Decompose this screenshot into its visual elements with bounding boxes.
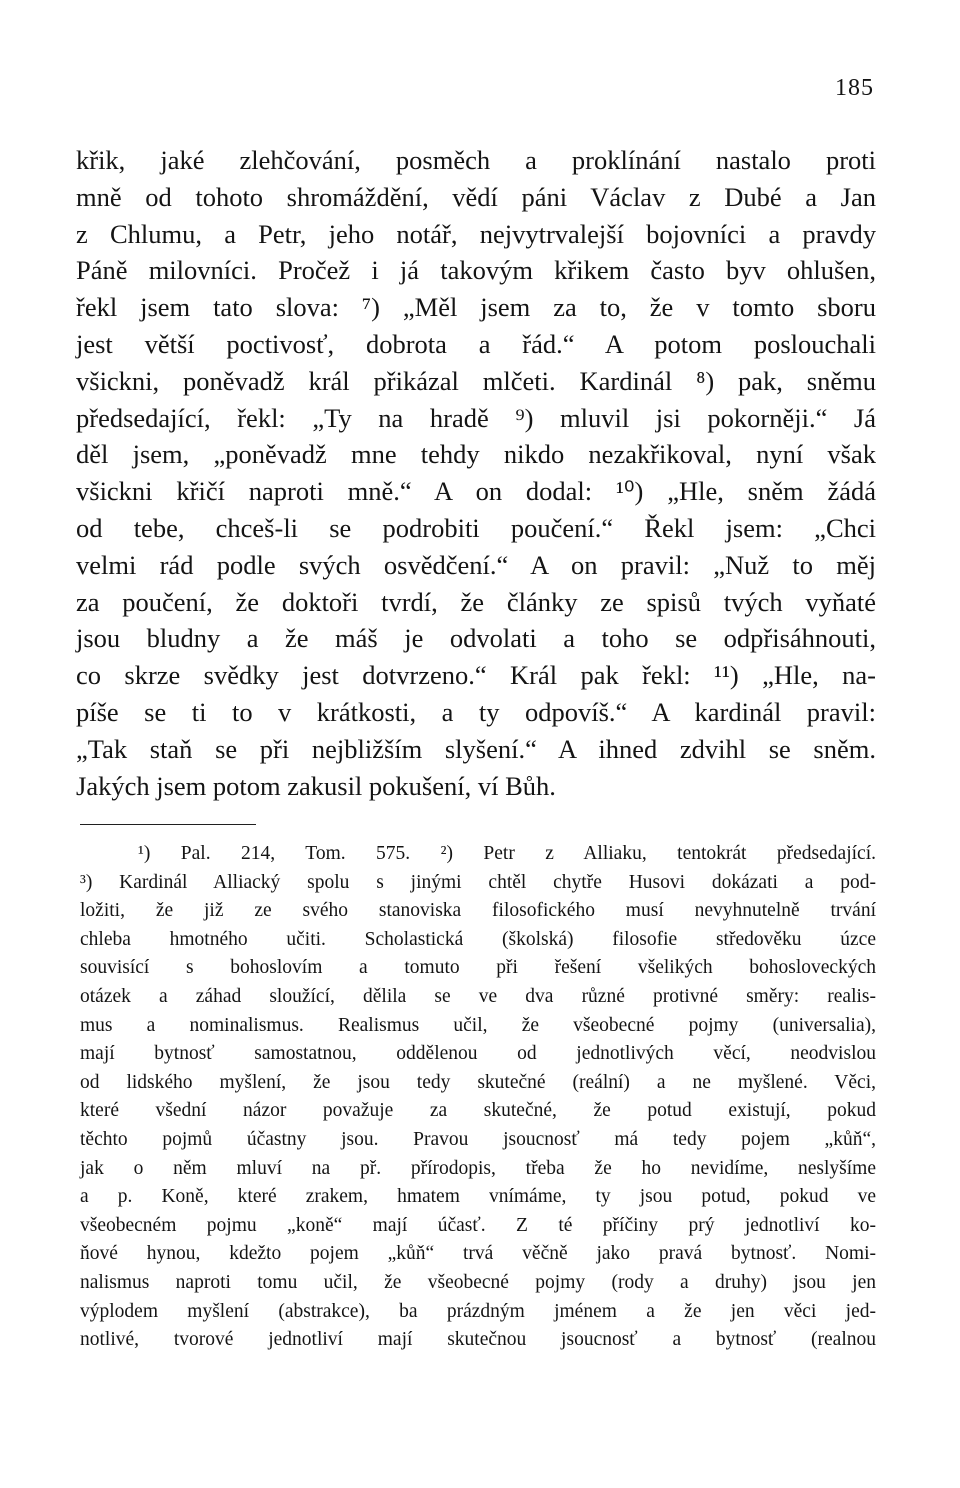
footnote-line: mají bytnosť samostatnou, oddělenou od jednotlivých věcí, neodvislou — [80, 1043, 876, 1065]
body-line: „Tak staň se při nejbližším slyšení.“ A ihned zdvihl se sněm. — [76, 733, 876, 764]
body-text — [76, 142, 876, 804]
footnote-line: otázek a záhad sloužící, dělila se ve dva různé protivné směry: realis- — [80, 985, 876, 1007]
footnote-line: jak o něm mluví na př. přírodopis, třeba že ho nevidíme, neslyšíme — [80, 1157, 876, 1179]
body-line: Jakých jsem potom zakusil pokušení, ví Bůh. — [76, 770, 556, 801]
footnote-line: výplodem myšlení (abstrakce), ba prázdným jménem a že jen věci jed- — [80, 1300, 876, 1322]
body-line: řekl jsem tato slova: ⁷) „Měl jsem za to, že v tomto sboru — [76, 292, 876, 323]
footnote-line: ¹) Pal. 214, Tom. 575. ²) Petr z Alliaku, tentokrát předsedající. — [138, 843, 876, 864]
footnote-line: chleba hmotného učiti. Scholastická (školská) filosofie středověku úzce — [80, 928, 876, 950]
footnote-line: všeobecném pojmu „koně“ mají účasť. Z té příčiny prý jednotliví ko- — [80, 1214, 876, 1236]
body-line: velmi rád podle svých osvědčení.“ A on pravil: „Nuž to měj — [76, 549, 876, 580]
footnote-line: těchto pojmů účastny jsou. Pravou jsoucnosť má tedy pojem „kůň“, — [80, 1128, 876, 1150]
body-line: předsedající, řekl: „Ty na hradě ⁹) mluvil jsi pokorněji.“ Já — [76, 402, 876, 433]
footnote-line: a p. Koně, které zrakem, hmatem vnímáme, ty jsou potud, pokud ve — [80, 1186, 876, 1208]
body-line: všickni křičí naproti mně.“ A on dodal: ¹⁰) „Hle, sněm žádá — [76, 476, 876, 507]
body-line: všickni, poněvadž král přikázal mlčeti. Kardinál ⁸) pak, sněmu — [76, 365, 876, 396]
footnotes — [80, 840, 876, 1355]
footnote-line: ³) Kardinál Alliacký spolu s jinými chtěl chytře Husovi dokázati a pod- — [80, 871, 876, 893]
body-line: jsou bludny a že máš je odvolati a toho se odpřisáhnouti, — [76, 623, 876, 654]
body-line: z Chlumu, a Petr, jeho notář, nejvytrvalejší bojovníci a pravdy — [76, 218, 876, 249]
body-line: píše se ti to v krátkosti, a ty odpovíš.“ A kardinál pravil: — [76, 696, 876, 727]
footnote-line: které všední názor považuje za skutečné, že potud existují, pokud — [80, 1100, 876, 1122]
body-line: od tebe, chceš-li se podrobiti poučení.“ Řekl jsem: „Chci — [76, 512, 876, 543]
footnote-line: souvisící s bohoslovím a tomuto při řešení všelikých bohosloveckých — [80, 957, 876, 979]
footnote-line: od lidského myšlení, že jsou tedy skutečné (reální) a ne myšlené. Věci, — [80, 1071, 876, 1093]
body-line: Páně milovníci. Pročež i já takovým křikem často byv ohlušen, — [76, 255, 876, 286]
footnote-line: notlivé, tvorové jednotliví mají skutečnou jsoucnosť a bytnosť (realnou — [80, 1329, 876, 1351]
body-line: jest větší poctivosť, dobrota a řád.“ A potom poslouchali — [76, 328, 876, 359]
body-line: za poučení, že doktoři tvrdí, že články ze spisů tvých vyňaté — [76, 586, 876, 617]
body-line: co skrze svědky jest dotvrzeno.“ Král pak řekl: ¹¹) „Hle, na- — [76, 660, 876, 691]
footnote-line: nalismus naproti tomu učil, že všeobecné pojmy (rody a druhy) jsou jen — [80, 1271, 876, 1293]
body-line: křik, jaké zlehčování, posměch a proklínání nastalo proti — [76, 145, 876, 175]
body-line: mně od tohoto shromáždění, vědí páni Václav z Dubé a Jan — [76, 181, 876, 212]
footnote-line: ložiti, že již ze svého stanoviska filosofického musí nevyhnutelně trvání — [80, 900, 876, 922]
footnote-line: ňové hynou, kdežto pojem „kůň“ trvá věčně jako pravá bytnosť. Nomi- — [80, 1243, 876, 1265]
footnote-separator — [80, 824, 256, 825]
footnote-line: mus a nominalismus. Realismus učil, že všeobecné pojmy (universalia), — [80, 1014, 876, 1036]
page-number: 185 — [835, 75, 874, 101]
body-line: děl jsem, „poněvadž mne tehdy nikdo nezakřikoval, nyní však — [76, 439, 876, 470]
